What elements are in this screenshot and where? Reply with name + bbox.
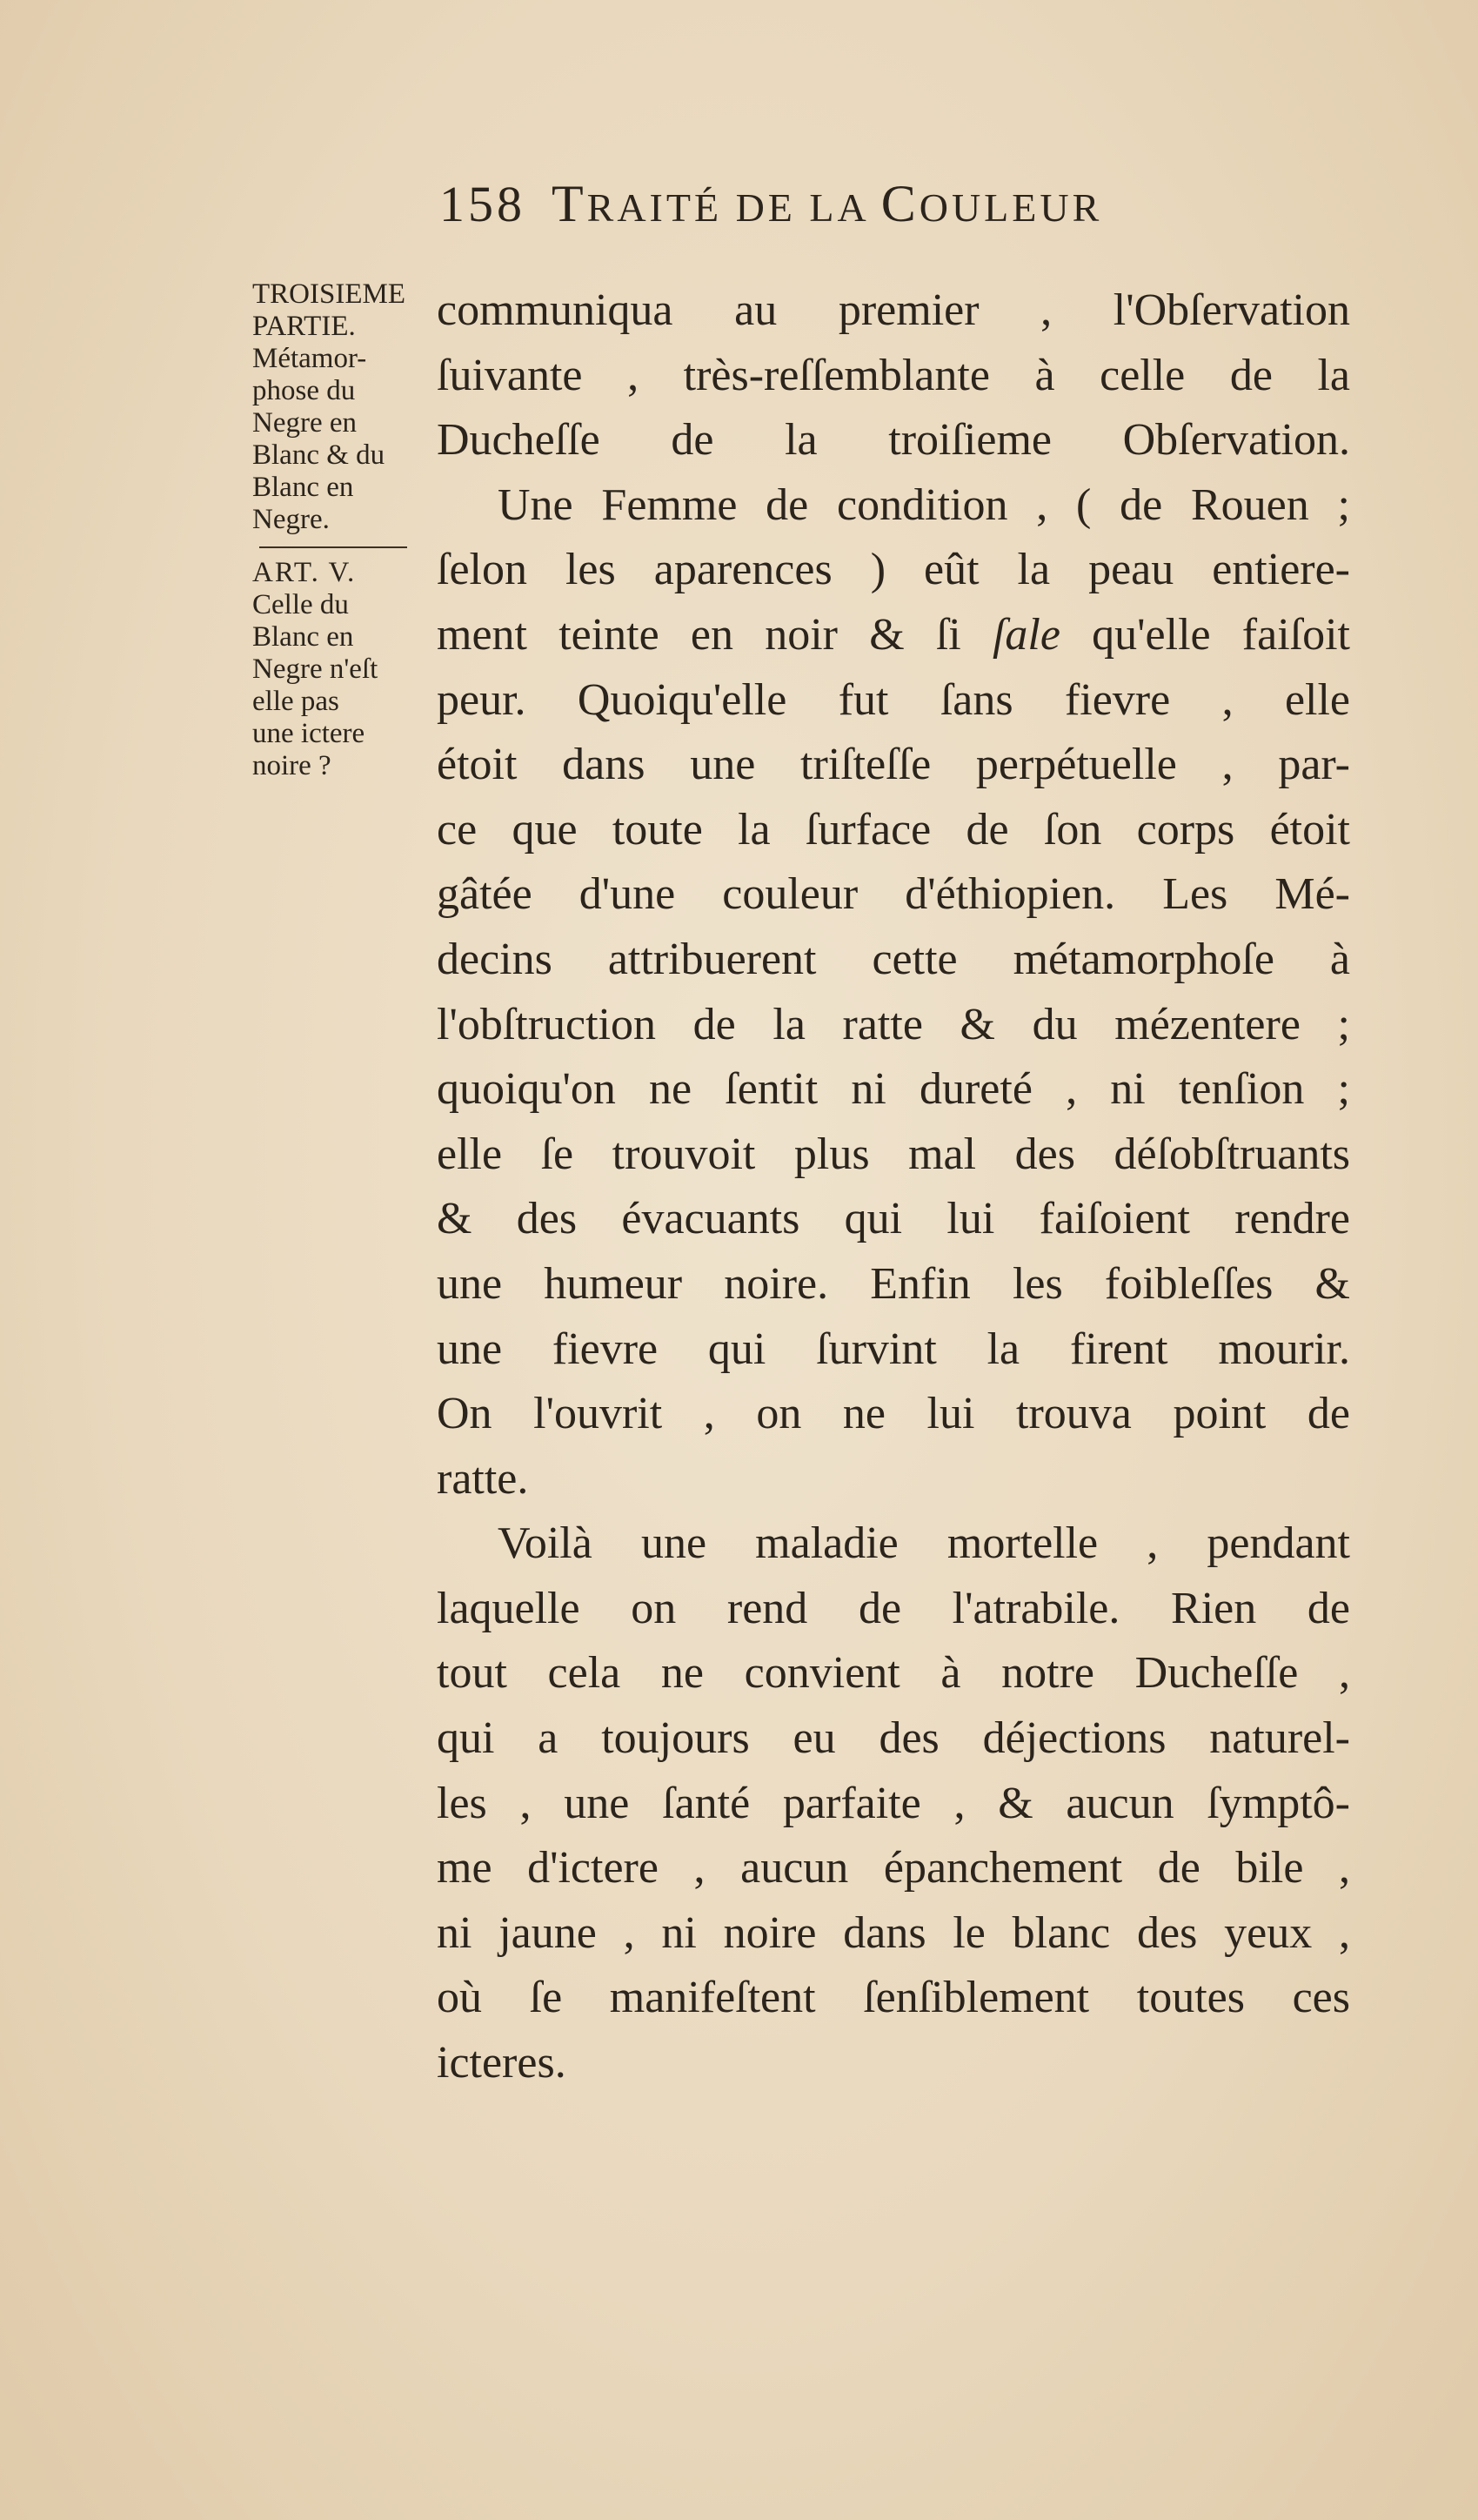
margin-question-line: noire ? <box>252 750 331 781</box>
text-line: Une Femme de condition , ( de Rouen ; <box>498 479 1350 530</box>
text-line: une humeur noire. Enfin les foibleſſes & <box>437 1258 1350 1309</box>
text-line: étoit dans une triſteſſe perpétuelle , par- <box>437 740 1350 790</box>
margin-topic-line: Negre. <box>252 504 330 535</box>
margin-question-line: elle pas <box>252 686 339 717</box>
text-line: On l'ouvrit , on ne lui trouva point de <box>437 1389 1350 1439</box>
text-line: où ſe manifeſtent ſenſiblement toutes ces <box>437 1973 1350 2023</box>
margin-part-line: PARTIE. <box>252 311 356 342</box>
margin-divider <box>259 546 407 548</box>
margin-topic-line: phose du <box>252 375 356 406</box>
body-text <box>437 278 1350 2096</box>
header-title-part: OULEUR <box>919 185 1103 230</box>
text-line: me d'ictere , aucun épanchement de bile , <box>437 1843 1350 1893</box>
header-title-part: DE <box>735 185 810 230</box>
text-segment: ment teinte en noir & ſi <box>437 609 993 660</box>
italic-word: ſale <box>992 609 1060 660</box>
text-line: une fievre qui ſurvint la firent mourir. <box>437 1324 1350 1374</box>
text-line: qui a toujours eu des déjections naturel- <box>437 1713 1350 1764</box>
text-line: les , une ſanté parfaite , & aucun ſymptô- <box>437 1778 1350 1828</box>
margin-question-line: Celle du <box>252 589 349 620</box>
margin-topic-line: Negre en <box>252 407 358 439</box>
text-line: & des évacuants qui lui faiſoient rendre <box>437 1194 1350 1244</box>
margin-part-line: TROISIEME <box>252 278 405 310</box>
margin-question-line: Negre n'eſt <box>252 653 378 685</box>
header-title-part: C <box>880 175 920 232</box>
text-line: Voilà une maladie mortelle , pendant <box>498 1518 1350 1569</box>
margin-note <box>252 278 435 782</box>
running-header <box>439 174 1102 234</box>
text-line: ce que toute la ſurface de ſon corps étoit <box>437 804 1350 855</box>
text-line: elle ſe trouvoit plus mal des déſobſtruants <box>437 1129 1350 1179</box>
margin-article: ART. V. <box>252 557 357 588</box>
header-title-part: T <box>552 175 587 232</box>
header-title-part: RAITÉ <box>586 185 736 230</box>
text-line: ſelon les aparences ) eût la peau entiere- <box>437 545 1350 595</box>
text-line: laquelle on rend de l'atrabile. Rien de <box>437 1583 1350 1633</box>
margin-topic-line: Blanc & du <box>252 439 385 471</box>
page-number: 158 <box>439 176 525 232</box>
text-line: Ducheſſe de la troiſieme Obſervation. <box>437 415 1350 466</box>
text-line: quoiqu'on ne ſentit ni dureté , ni tenſion ; <box>437 1064 1350 1115</box>
text-line: l'obſtruction de la ratte & du mézentere ; <box>437 999 1350 1049</box>
text-line: communiqua au premier , l'Obſervation <box>437 285 1350 335</box>
text-line: ni jaune , ni noire dans le blanc des yeux , <box>437 1907 1350 1958</box>
text-segment: qu'elle faiſoit <box>1060 609 1350 660</box>
text-line: ratte. <box>437 1453 529 1504</box>
text-line: gâtée d'une couleur d'éthiopien. Les Mé- <box>437 869 1350 920</box>
text-line: icteres. <box>437 2038 566 2088</box>
margin-topic-line: Métamor- <box>252 343 367 374</box>
text-line: peur. Quoiqu'elle fut ſans fievre , elle <box>437 674 1350 725</box>
text-line: ſuivante , très-reſſemblante à celle de la <box>437 350 1350 400</box>
header-title-part: LA <box>809 185 881 230</box>
margin-topic-line: Blanc en <box>252 472 354 503</box>
margin-question-line: Blanc en <box>252 621 354 653</box>
text-line <box>437 603 1350 668</box>
text-line: tout cela ne convient à notre Ducheſſe , <box>437 1648 1350 1699</box>
text-line: decins attribuerent cette métamorphoſe à <box>437 934 1350 984</box>
margin-question-line: une ictere <box>252 718 365 749</box>
